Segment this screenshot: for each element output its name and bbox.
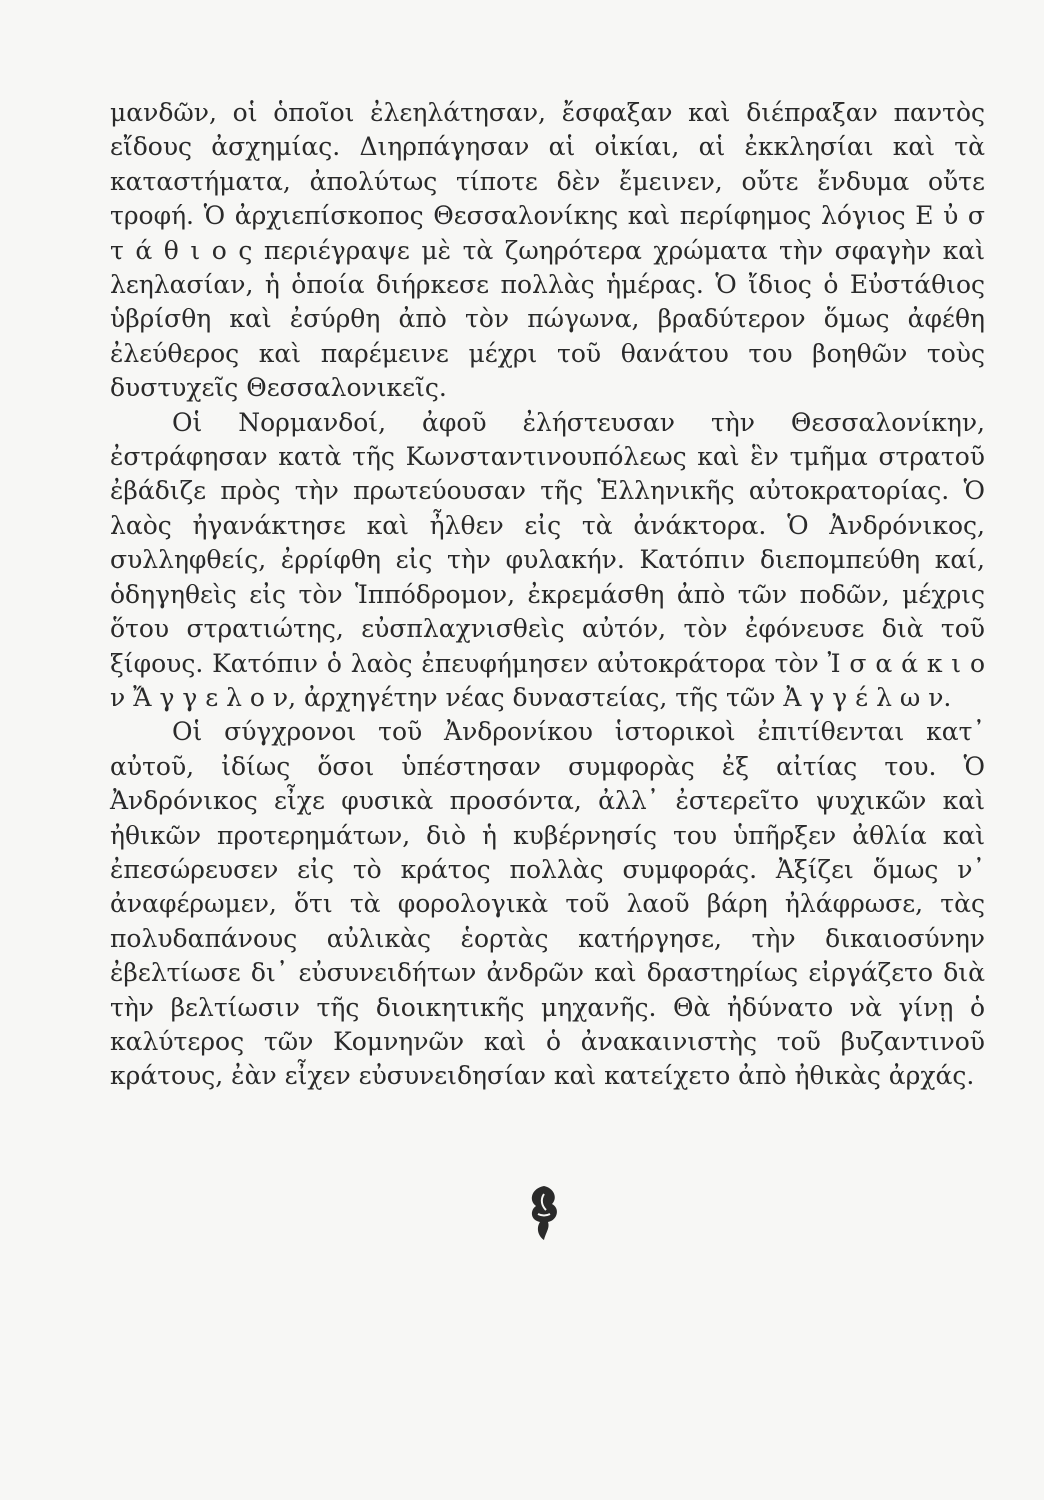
paragraph-3: Οἱ σύγχρονοι τοῦ Ἀνδρονίκου ἱστορικοὶ ἐπιτίθενται κατ᾽ αὐτοῦ, ἰδίως ὅσοι ὑπέστησαν συμφορὰς ἐξ αἰτίας του. Ὁ Ἀνδρόνικος εἶχε φυσικὰ προσόντα, ἀλλ᾽ ἐστερεῖτο ψυχικῶν καὶ ἠθικῶν προτερημάτων, διὸ ἡ κυβέρνησίς του ὑπῆρξεν ἀθλία καὶ ἐπεσώρευσεν εἰς τὸ κράτος πολλὰς συμφοράς. Ἀξίζει ὅμως ν᾽ ἀναφέρωμεν, ὅτι τὰ φορολογικὰ τοῦ λαοῦ βάρη ἠλάφρωσε, τὰς πολυδαπάνους αὐλικὰς ἑορτὰς κατήργησε, τὴν δικαιοσύνην ἐβελτίωσε δι᾽ εὐσυνειδήτων ἀνδρῶν καὶ δραστηρίως εἰργάζετο διὰ τὴν βελτίωσιν τῆς διοικητικῆς μηχανῆς. Θὰ ἠδύνατο νὰ γίνῃ ὁ καλύτερος τῶν Κομνηνῶν καὶ ὁ ἀνακαινιστὴς τοῦ βυζαντινοῦ κράτους, ἐὰν εἶχεν εὐσυνειδησίαν καὶ κατείχετο ἀπὸ ἠθικὰς ἀρχάς.	[110, 717, 985, 1091]
paragraph-1: μανδῶν, οἱ ὁποῖοι ἐλεηλάτησαν, ἔσφαξαν καὶ διέπραξαν παντὸς εἴδους ἀσχημίας. Διηρπάγησαν αἱ οἰκίαι, αἱ ἐκκλησίαι καὶ τὰ καταστήματα, ἀπολύτως τίποτε δὲν ἔμεινεν, οὔτε ἔνδυμα οὔτε τροφή. Ὁ ἀρχιεπίσκοπος Θεσσαλονίκης καὶ περίφημος λόγιος Ε ὐ σ τ ά θ ι ο ς περιέγραψε μὲ τὰ ζωηρότερα χρώματα τὴν σφαγὴν καὶ λεηλασίαν, ἡ ὁποία διήρκεσε πολλὰς ἡμέρας. Ὁ ἴδιος ὁ Εὐστάθιος ὑβρίσθη καὶ ἐσύρθη ἀπὸ τὸν πώγωνα, βραδύτερον ὅμως ἀφέθη ἐλεύθερος καὶ παρέμεινε μέχρι τοῦ θανάτου του βοηθῶν τοὺς δυστυχεῖς Θεσσαλονικεῖς.	[110, 98, 985, 403]
body-text	[110, 96, 985, 1094]
vine-leaf-ornament-icon	[524, 1182, 564, 1244]
paragraph-2: Οἱ Νορμανδοί, ἀφοῦ ἐλήστευσαν τὴν Θεσσαλονίκην, ἐστράφησαν κατὰ τῆς Κωνσταντινουπόλεως καὶ ἓν τμῆμα στρατοῦ ἐβάδιζε πρὸς τὴν πρωτεύουσαν τῆς Ἑλληνικῆς αὐτοκρατορίας. Ὁ λαὸς ἠγανάκτησε καὶ ἦλθεν εἰς τὰ ἀνάκτορα. Ὁ Ἀνδρόνικος, συλληφθείς, ἐρρίφθη εἰς τὴν φυλακήν. Κατόπιν διεπομπεύθη καί, ὁδηγηθεὶς εἰς τὸν Ἱππόδρομον, ἐκρεμάσθη ἀπὸ τῶν ποδῶν, μέχρις ὅτου στρατιώτης, εὐσπλαχνισθεὶς αὐτόν, τὸν ἐφόνευσε διὰ τοῦ ξίφους. Κατόπιν ὁ λαὸς ἐπευφήμησεν αὐτοκράτορα τὸν Ἰ σ α ά κ ι ο ν Ἄ γ γ ε λ ο ν, ἀρχηγέτην νέας δυναστείας, τῆς τῶν Ἀ γ γ έ λ ω ν.	[110, 407, 985, 712]
